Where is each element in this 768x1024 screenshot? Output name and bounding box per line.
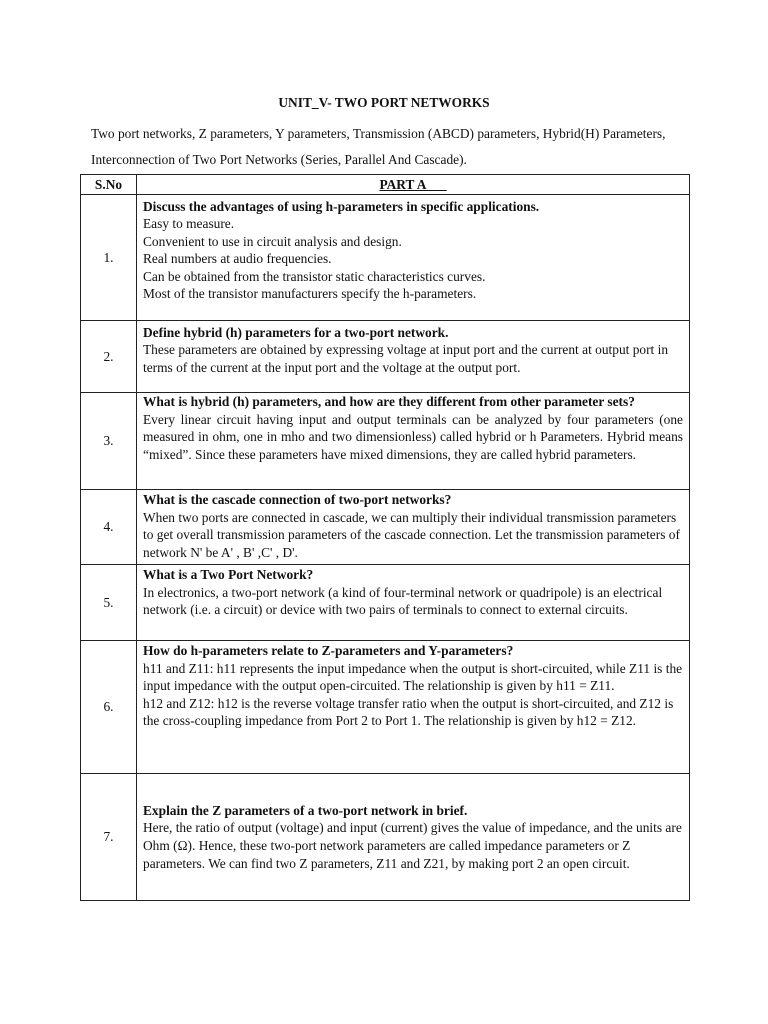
row-number: 1.: [81, 195, 137, 321]
answer-line: Convenient to use in circuit analysis and design.: [143, 233, 402, 249]
answer-text: When two ports are connected in cascade, we can multiply their individual transmission parameters to get overall transmission parameters of the cascade connection. Let the transmission parameters of network N' be A' , B' ,C' , D'.: [143, 509, 680, 560]
question-table: [80, 174, 690, 901]
row-content: [137, 490, 690, 565]
table-row: [81, 641, 690, 774]
table-row: [81, 393, 690, 490]
header-part: [137, 175, 690, 195]
question-text: What is the cascade connection of two-port networks?: [143, 492, 452, 507]
answer-text: h12 and Z12: h12 is the reverse voltage transfer ratio when the output is short-circuited, and Z12 is the cross-coupling impedance from Port 2 to Port 1. The relationship is given by h12 = Z12.: [143, 695, 674, 729]
answer-line: Most of the transistor manufacturers specify the h-parameters.: [143, 286, 477, 302]
answer-text: Every linear circuit having input and output terminals can be analyzed by four parameters (one measured in ohm, one in mho and two dimensionless) called hybrid or h Parameters. Hybrid means “mixed”. Since these parameters have mixed dimensions, they are called hybrid parameters.: [143, 411, 683, 462]
row-content: [137, 565, 690, 641]
row-number: 6.: [81, 641, 137, 774]
row-content: [137, 195, 690, 321]
question-text: Define hybrid (h) parameters for a two-port network.: [143, 324, 449, 340]
row-content: [137, 321, 690, 393]
row-number: 7.: [81, 774, 137, 901]
table-row: [81, 565, 690, 641]
header-sno: S.No: [81, 175, 137, 195]
answer-line: Easy to measure.: [143, 216, 235, 232]
row-number: 2.: [81, 321, 137, 393]
unit-intro: Two port networks, Z parameters, Y parameters, Transmission (ABCD) parameters, Hybrid(H) Parameters, Interconnection of Two Port Networks (Series, Parallel And Cascade).: [91, 126, 666, 167]
answer-line: Real numbers at audio frequencies.: [143, 251, 332, 267]
answer-line: Can be obtained from the transistor static characteristics curves.: [143, 268, 486, 284]
row-content: [137, 393, 690, 490]
question-text: What is hybrid (h) parameters, and how are they different from other parameter sets?: [143, 394, 635, 409]
question-text: How do h-parameters relate to Z-parameters and Y-parameters?: [143, 643, 514, 658]
answer-text: In electronics, a two-port network (a kind of four-terminal network or quadripole) is an electrical network (i.e. a circuit) or device with two pairs of terminals to connect to external circuits.: [143, 584, 663, 618]
row-number: 5.: [81, 565, 137, 641]
table-row: [81, 321, 690, 393]
answer-text: These parameters are obtained by expressing voltage at input port and the current at output port in terms of the current at the input port and the voltage at the output port.: [143, 342, 669, 375]
header-part-label: PART A: [379, 176, 427, 192]
row-number: 4.: [81, 490, 137, 565]
answer-text: Here, the ratio of output (voltage) and input (current) gives the value of impedance, and the units are Ohm (Ω). Hence, these two-port network parameters are called impedance parameters or Z parameters. We can find two Z parameters, Z11 and Z21, by making port 2 an open circuit.: [143, 820, 682, 871]
table-header-row: [81, 175, 690, 195]
row-number: 3.: [81, 393, 137, 490]
answer-text: h11 and Z11: h11 represents the input impedance when the output is short-circuited, while Z11 is the input impedance with the output open-circuited. The relationship is given by h11 = Z11.: [143, 660, 683, 694]
row-content: [137, 641, 690, 774]
question-text: Explain the Z parameters of a two-port network in brief.: [143, 802, 468, 818]
page-title: UNIT_V- TWO PORT NETWORKS: [278, 95, 490, 110]
table-row: [81, 195, 690, 321]
question-text: What is a Two Port Network?: [143, 567, 314, 582]
question-text: Discuss the advantages of using h-parameters in specific applications.: [143, 198, 540, 214]
table-row: [81, 490, 690, 565]
header-part-trail: ___: [426, 176, 447, 192]
table-row: [81, 774, 690, 901]
row-content: [137, 774, 690, 901]
